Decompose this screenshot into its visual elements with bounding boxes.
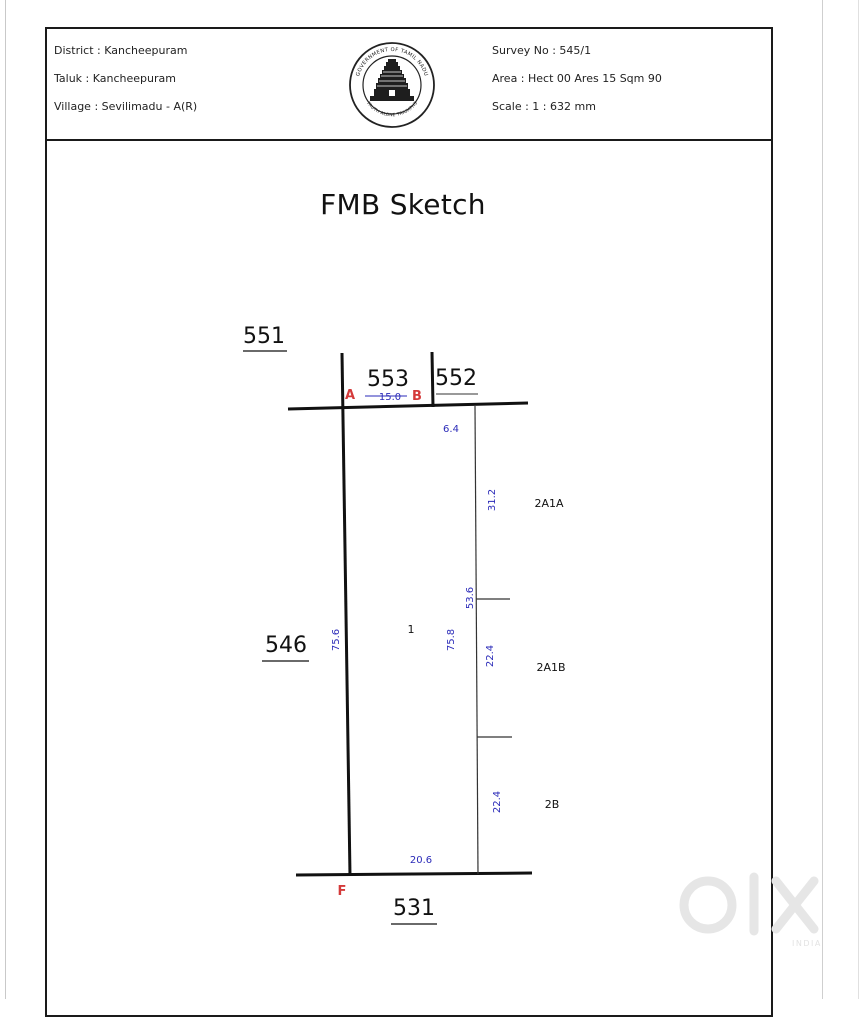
survey-no-text: Survey No : 545/1	[492, 44, 592, 57]
taluk-text: Taluk : Kancheepuram	[54, 72, 176, 85]
measure-31-2: 31.2	[487, 488, 498, 512]
district-text: District : Kancheepuram	[54, 44, 188, 57]
measure-6-4: 6.4	[443, 424, 459, 435]
subdivision-2b: 2B	[544, 798, 560, 811]
subdivision-2a1b: 2A1B	[536, 661, 566, 674]
north-boundary-line	[288, 403, 528, 409]
emblem-bottom-text: TRUTH ALONE TRIUMPHS	[364, 101, 420, 119]
neighbor-551: 551	[243, 324, 285, 349]
subdivision-2a1a: 2A1A	[534, 497, 564, 510]
measure-22-4-a: 22.4	[485, 644, 496, 668]
neighbor-546: 546	[265, 633, 307, 658]
point-b: B	[412, 389, 422, 404]
measure-75-8: 75.8	[446, 628, 457, 652]
scale-text: Scale : 1 : 632 mm	[492, 100, 596, 113]
point-f: F	[337, 884, 347, 899]
west-boundary-line	[342, 353, 350, 876]
subdivision-post-b	[432, 352, 433, 407]
emblem-top-text: GOVERNMENT OF TAMIL NADU	[355, 46, 429, 78]
measure-20-6: 20.6	[409, 855, 433, 866]
plot-number: 1	[407, 623, 415, 636]
measure-53-6: 53.6	[465, 586, 476, 610]
measure-75-6: 75.6	[331, 628, 342, 652]
neighbor-553: 553	[367, 367, 409, 392]
olx-watermark-sub: INDIA	[792, 939, 822, 948]
south-boundary-line	[296, 873, 532, 875]
village-text: Village : Sevilimadu - A(R)	[54, 100, 198, 113]
measure-22-4-b: 22.4	[492, 790, 503, 814]
neighbor-552: 552	[435, 366, 477, 391]
area-text: Area : Hect 00 Ares 15 Sqm 90	[492, 72, 662, 85]
east-boundary-line	[475, 406, 478, 874]
point-a: A	[344, 388, 356, 403]
page-title: FMB Sketch	[320, 188, 486, 221]
olx-watermark-logo	[676, 865, 826, 950]
measure-15-0: 15.0	[378, 392, 402, 403]
neighbor-531: 531	[393, 896, 435, 921]
